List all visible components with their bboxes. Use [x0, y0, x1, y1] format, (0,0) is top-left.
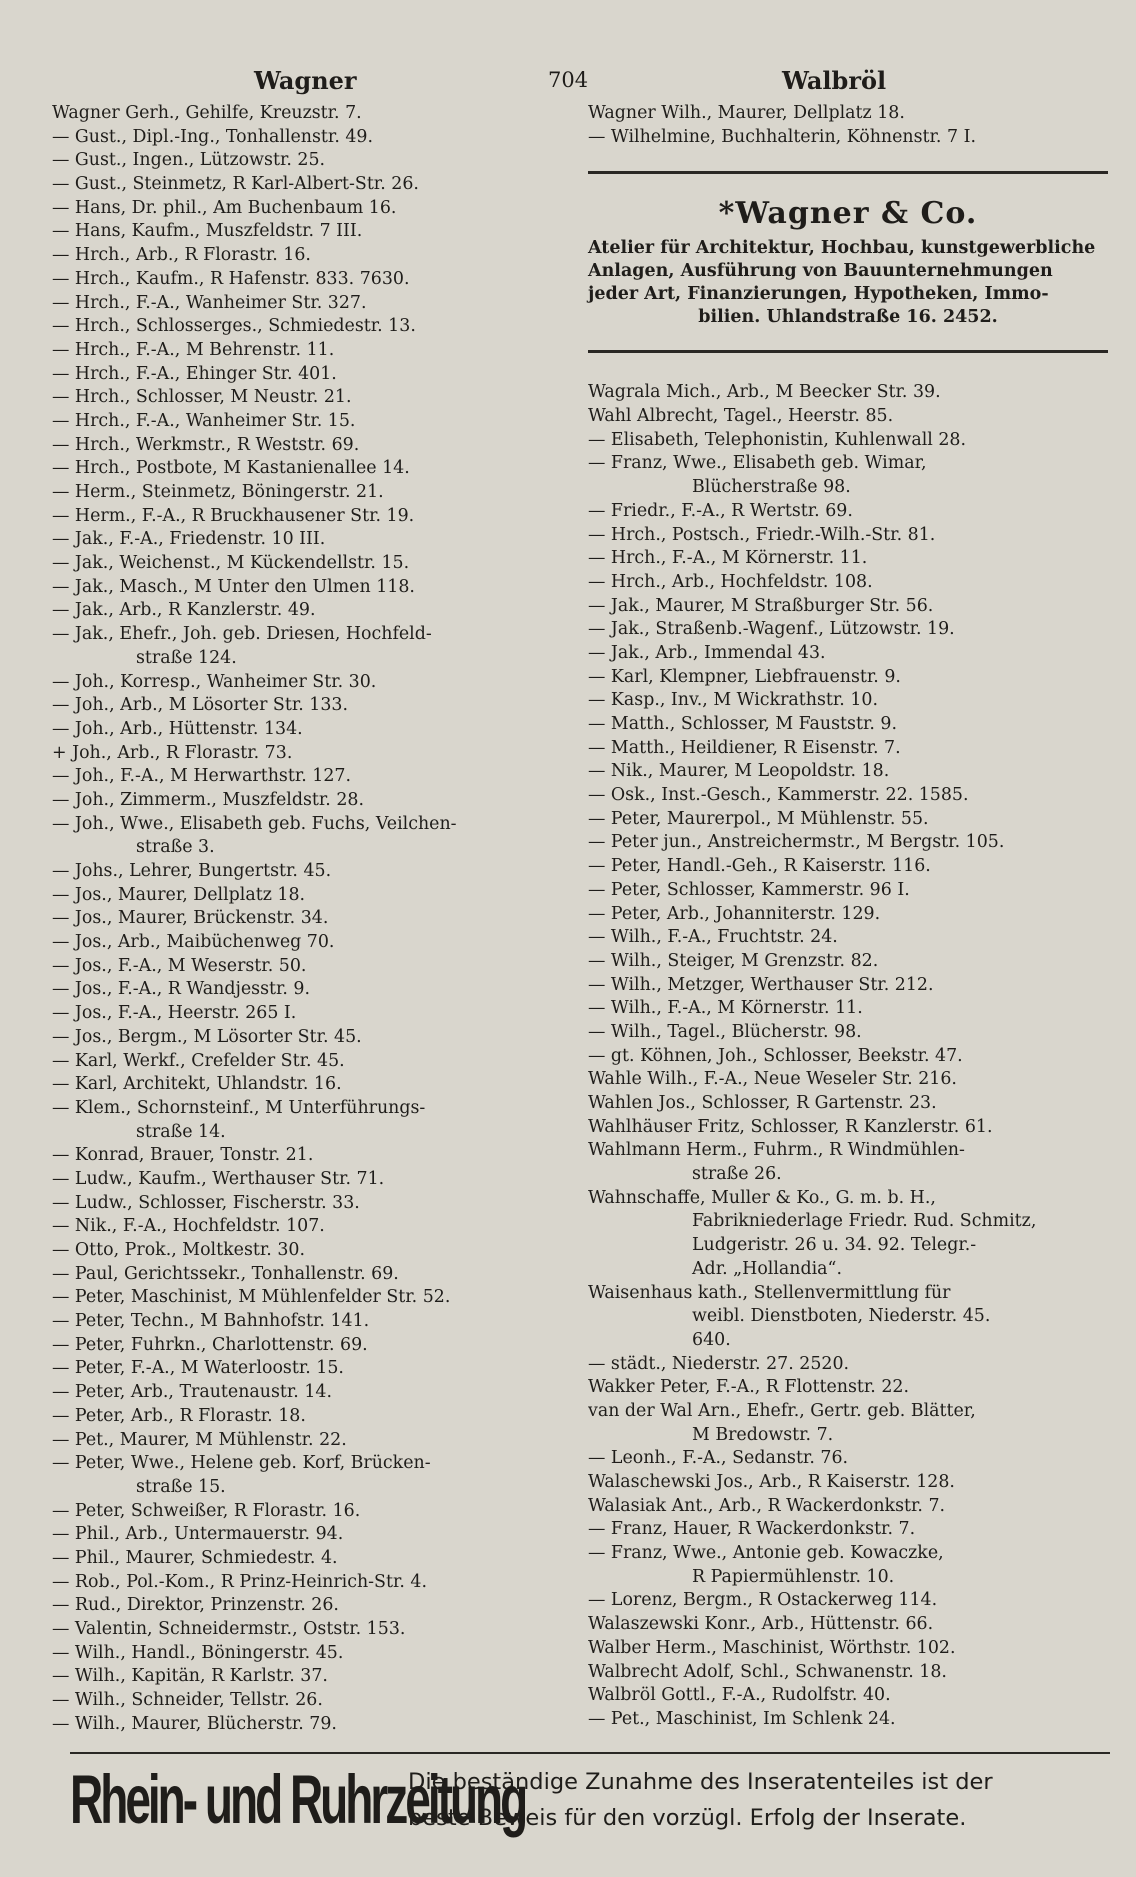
header-left-name: Wagner: [254, 66, 357, 95]
directory-entry: — Konrad, Brauer, Tonstr. 21.: [52, 1145, 314, 1166]
directory-entry: Wahle Wilh., F.-A., Neue Weseler Str. 216.: [588, 1069, 957, 1090]
right-entries: [588, 381, 1108, 1731]
directory-entry: — Leonh., F.-A., Sedanstr. 76.: [588, 1448, 849, 1469]
entry-continuation: Adr. „Hollandia“.: [692, 1258, 842, 1279]
directory-entry: — Jak., Arb., Immendal 43.: [588, 642, 826, 663]
entry-continuation: R Papiermühlenstr. 10.: [692, 1566, 895, 1587]
directory-entry: — Wilh., Schneider, Tellstr. 26.: [52, 1690, 323, 1711]
directory-entry: — Phil., Arb., Untermauerstr. 94.: [52, 1524, 344, 1545]
directory-entry: — Wilh., Maurer, Blücherstr. 79.: [52, 1713, 337, 1734]
directory-entry: — Matth., Schlosser, M Fauststr. 9.: [588, 714, 898, 734]
directory-entry: Walasiak Ant., Arb., R Wackerdonkstr. 7.: [588, 1495, 946, 1516]
directory-entry: Wagner Wilh., Maurer, Dellplatz 18.: [588, 103, 905, 123]
directory-entry: — Nik., F.-A., Hochfeldstr. 107.: [52, 1216, 325, 1237]
directory-entry: — Hrch., F.-A., M Behrenstr. 11.: [52, 339, 335, 360]
right-top-entries: [588, 102, 1108, 149]
directory-entry: — Rob., Pol.-Kom., R Prinz-Heinrich-Str. 4.: [52, 1571, 428, 1592]
directory-entry: — Jak., F.-A., Friedenstr. 10 III.: [52, 529, 326, 550]
directory-entry: — gt. Köhnen, Joh., Schlosser, Beekstr. 47.: [588, 1045, 963, 1066]
directory-entry: — Wilh., Steiger, M Grenzstr. 82.: [588, 950, 879, 971]
directory-entry: — Jos., F.-A., M Weserstr. 50.: [52, 955, 307, 976]
directory-entry: — Johs., Lehrer, Bungertstr. 45.: [52, 861, 332, 881]
directory-entry: — Hrch., F.-A., Wanheimer Str. 327.: [52, 292, 367, 313]
directory-entry: — Wilh., F.-A., M Körnerstr. 11.: [588, 998, 863, 1019]
directory-entry: — Franz, Wwe., Antonie geb. Kowaczke,: [588, 1543, 944, 1564]
entry-continuation: straße 124.: [136, 647, 237, 668]
directory-entry: — Jak., Straßenb.-Wagenf., Lützowstr. 19.: [588, 619, 955, 640]
directory-entry: — Wilh., Metzger, Werthauser Str. 212.: [588, 974, 934, 995]
directory-entry: Walbröl Gottl., F.-A., Rudolfstr. 40.: [588, 1685, 891, 1706]
entry-continuation: M Bredowstr. 7.: [692, 1424, 834, 1445]
directory-entry: — Hrch., Postsch., Friedr.-Wilh.-Str. 81.: [588, 524, 936, 545]
page-number: 704: [548, 68, 589, 92]
directory-entry: — Lorenz, Bergm., R Ostackerweg 114.: [588, 1590, 938, 1611]
directory-entry: — Jak., Maurer, M Straßburger Str. 56.: [588, 595, 934, 616]
entry-continuation: straße 15.: [136, 1476, 226, 1497]
directory-entry: — Joh., Arb., Hüttenstr. 134.: [52, 718, 303, 739]
directory-entry: — Jos., Maurer, Brückenstr. 34.: [52, 908, 329, 929]
directory-entry: — Peter, Schlosser, Kammerstr. 96 I.: [588, 879, 910, 900]
directory-entry: Wahlmann Herm., Fuhrm., R Windmühlen-: [588, 1140, 965, 1161]
left-column: [52, 102, 562, 1736]
directory-entry: — Karl, Klempner, Liebfrauenstr. 9.: [588, 666, 901, 687]
entry-continuation: 640.: [692, 1329, 731, 1350]
directory-entry: — Wilh., Kapitän, R Karlstr. 37.: [52, 1666, 328, 1687]
footer-advertisement: [70, 1752, 1110, 1840]
directory-entry: — Franz, Hauer, R Wackerdonkstr. 7.: [588, 1519, 916, 1540]
directory-entry: — Hans, Dr. phil., Am Buchenbaum 16.: [52, 197, 397, 218]
directory-entry: — Wilhelmine, Buchhalterin, Köhnenstr. 7 I.: [588, 126, 976, 147]
directory-entry: — Jos., Arb., Maibüchenweg 70.: [52, 932, 335, 953]
entry-continuation: straße 3.: [136, 837, 215, 858]
directory-entry: Wahnschaffe, Muller & Ko., G. m. b. H.,: [588, 1187, 936, 1208]
footer-slogan: [408, 1764, 1108, 1836]
directory-entry: — Joh., Wwe., Elisabeth geb. Fuchs, Veilchen-: [52, 813, 457, 834]
directory-entry: — Peter, Wwe., Helene geb. Korf, Brücken-: [52, 1453, 431, 1474]
directory-entry: — Jak., Ehefr., Joh. geb. Driesen, Hochfeld-: [52, 624, 432, 645]
directory-entry: — Jak., Weichenst., M Kückendellstr. 15.: [52, 553, 410, 574]
directory-entry: — Peter, Arb., R Florastr. 18.: [52, 1405, 306, 1426]
advertisement-title: *Wagner & Co.: [718, 196, 978, 232]
directory-entry: — Rud., Direktor, Prinzenstr. 26.: [52, 1595, 339, 1616]
directory-entry: van der Wal Arn., Ehefr., Gertr. geb. Blätter,: [588, 1400, 976, 1421]
directory-entry: — Herm., Steinmetz, Böningerstr. 21.: [52, 482, 384, 502]
directory-entry: — Otto, Prok., Moltkestr. 30.: [52, 1240, 305, 1260]
directory-entry: Waisenhaus kath., Stellenvermittlung für: [588, 1282, 951, 1303]
directory-entry: — Peter, Maurerpol., M Mühlenstr. 55.: [588, 808, 929, 829]
directory-entry: — Nik., Maurer, M Leopoldstr. 18.: [588, 761, 890, 782]
directory-entry: — städt., Niederstr. 27. 2520.: [588, 1353, 850, 1374]
advertisement-line: Atelier für Architektur, Hochbau, kunstgewerbliche: [588, 238, 1096, 259]
advertisement-line: bilien. Uhlandstraße 16. 2452.: [698, 307, 998, 328]
directory-entry: Wahl Albrecht, Tagel., Heerstr. 85.: [588, 406, 894, 427]
directory-entry: Wahlen Jos., Schlosser, R Gartenstr. 23.: [588, 1093, 937, 1113]
directory-entry: — Hrch., Arb., Hochfeldstr. 108.: [588, 571, 873, 592]
footer-slogan-line: Die beständige Zunahme des Inseratenteiles ist der: [408, 1769, 993, 1795]
directory-entry: — Friedr., F.-A., R Wertstr. 69.: [588, 500, 853, 521]
directory-entry: — Gust., Ingen., Lützowstr. 25.: [52, 150, 326, 171]
directory-entry: Wahlhäuser Fritz, Schlosser, R Kanzlerstr. 61.: [588, 1116, 993, 1137]
directory-entry: — Peter, Fuhrkn., Charlottenstr. 69.: [52, 1334, 368, 1355]
directory-entry: — Paul, Gerichtssekr., Tonhallenstr. 69.: [52, 1263, 399, 1284]
directory-entry: — Jak., Masch., M Unter den Ulmen 118.: [52, 576, 415, 597]
advertisement-line: Anlagen, Ausführung von Bauunternehmungen: [588, 261, 1053, 282]
directory-entry: — Joh., Zimmerm., Muszfeldstr. 28.: [52, 789, 364, 810]
directory-entry: — Wilh., Tagel., Blücherstr. 98.: [588, 1021, 862, 1042]
directory-entry: — Kasp., Inv., M Wickrathstr. 10.: [588, 690, 878, 711]
directory-entry: — Klem., Schornsteinf., M Unterführungs-: [52, 1097, 426, 1118]
advertisement-box: [588, 171, 1108, 353]
directory-entry: — Pet., Maschinist, Im Schlenk 24.: [588, 1708, 896, 1729]
right-column: [588, 102, 1108, 1732]
directory-entry: — Wilh., F.-A., Fruchtstr. 24.: [588, 927, 838, 948]
directory-entry: Walaschewski Jos., Arb., R Kaiserstr. 128.: [588, 1472, 955, 1492]
directory-entry: — Jos., F.-A., Heerstr. 265 I.: [52, 1003, 297, 1024]
directory-entry: — Ludw., Schlosser, Fischerstr. 33.: [52, 1192, 360, 1213]
directory-entry: — Jos., Maurer, Dellplatz 18.: [52, 884, 306, 905]
directory-entry: — Jak., Arb., R Kanzlerstr. 49.: [52, 600, 316, 621]
directory-entry: — Hrch., Postbote, M Kastanienallee 14.: [52, 458, 410, 479]
entry-continuation: straße 26.: [692, 1164, 782, 1185]
directory-entry: — Hrch., Schlosser, M Neustr. 21.: [52, 387, 352, 408]
directory-entry: — Herm., F.-A., R Bruckhausener Str. 19.: [52, 505, 415, 526]
directory-entry: + Joh., Arb., R Florastr. 73.: [52, 742, 293, 763]
directory-entry: — Hrch., F.-A., M Körnerstr. 11.: [588, 548, 868, 569]
footer-slogan-line: beste Beweis für den vorzügl. Erfolg der Inserate.: [408, 1805, 967, 1831]
directory-entry: — Joh., Korresp., Wanheimer Str. 30.: [52, 671, 377, 692]
directory-entry: — Wilh., Handl., Böningerstr. 45.: [52, 1642, 344, 1663]
entry-continuation: Fabrikniederlage Friedr. Rud. Schmitz,: [692, 1211, 1037, 1232]
directory-entry: — Elisabeth, Telephonistin, Kuhlenwall 28.: [588, 429, 967, 450]
directory-entry: — Gust., Dipl.-Ing., Tonhallenstr. 49.: [52, 126, 374, 147]
directory-entry: — Valentin, Schneidermstr., Oststr. 153.: [52, 1619, 406, 1639]
directory-entry: — Phil., Maurer, Schmiedestr. 4.: [52, 1547, 338, 1568]
directory-entry: — Joh., Arb., M Lösorter Str. 133.: [52, 695, 348, 716]
entry-continuation: straße 14.: [136, 1121, 226, 1142]
directory-entry: — Osk., Inst.-Gesch., Kammerstr. 22. 1585.: [588, 785, 969, 806]
directory-entry: — Hrch., F.-A., Wanheimer Str. 15.: [52, 410, 356, 431]
directory-entry: — Jos., F.-A., R Wandjesstr. 9.: [52, 979, 311, 1000]
directory-entry: — Pet., Maurer, M Mühlenstr. 22.: [52, 1429, 347, 1450]
directory-entry: Walber Herm., Maschinist, Wörthstr. 102.: [588, 1637, 956, 1658]
directory-entry: — Peter, Handl.-Geh., R Kaiserstr. 116.: [588, 856, 931, 877]
directory-entry: — Hrch., Kaufm., R Hafenstr. 833. 7630.: [52, 268, 410, 289]
directory-entry: Walaszewski Konr., Arb., Hüttenstr. 66.: [588, 1614, 934, 1635]
directory-entry: — Gust., Steinmetz, R Karl-Albert-Str. 26.: [52, 174, 419, 195]
directory-entry: — Jos., Bergm., M Lösorter Str. 45.: [52, 1026, 362, 1047]
directory-entry: — Karl, Werkf., Crefelder Str. 45.: [52, 1050, 345, 1071]
directory-entry: — Hrch., Arb., R Florastr. 16.: [52, 245, 311, 266]
entry-continuation: weibl. Dienstboten, Niederstr. 45.: [692, 1306, 991, 1327]
entry-continuation: Blücherstraße 98.: [692, 477, 851, 498]
directory-entry: — Peter, Arb., Trautenaustr. 14.: [52, 1382, 333, 1403]
directory-entry: — Hrch., Schlosserges., Schmiedestr. 13.: [52, 316, 416, 337]
directory-entry: Wakker Peter, F.-A., R Flottenstr. 22.: [588, 1377, 910, 1398]
directory-entry: — Ludw., Kaufm., Werthauser Str. 71.: [52, 1168, 385, 1189]
directory-entry: — Peter, Schweißer, R Florastr. 16.: [52, 1500, 361, 1521]
directory-entry: — Hrch., Werkmstr., R Weststr. 69.: [52, 434, 360, 455]
directory-entry: Wagner Gerh., Gehilfe, Kreuzstr. 7.: [52, 103, 362, 123]
entry-continuation: Ludgeristr. 26 u. 34. 92. Telegr.-: [692, 1235, 977, 1256]
directory-entry: — Peter jun., Anstreichermstr., M Bergstr. 105.: [588, 832, 1005, 853]
directory-entry: — Franz, Wwe., Elisabeth geb. Wimar,: [588, 453, 927, 474]
directory-entry: Walbrecht Adolf, Schl., Schwanenstr. 18.: [588, 1661, 947, 1682]
advertisement-line: jeder Art, Finanzierungen, Hypotheken, Immo-: [588, 284, 1049, 305]
directory-entry: — Hans, Kaufm., Muszfeldstr. 7 III.: [52, 221, 363, 242]
directory-entry: — Matth., Heildiener, R Eisenstr. 7.: [588, 737, 901, 758]
header-right-name: Walbröl: [782, 66, 887, 95]
directory-entry: — Peter, Techn., M Bahnhofstr. 141.: [52, 1311, 370, 1332]
directory-entry: Wagrala Mich., Arb., M Beecker Str. 39.: [588, 382, 941, 403]
directory-entry: — Hrch., F.-A., Ehinger Str. 401.: [52, 363, 337, 384]
directory-entry: — Peter, F.-A., M Waterloostr. 15.: [52, 1358, 344, 1379]
directory-entry: — Peter, Arb., Johanniterstr. 129.: [588, 903, 881, 924]
directory-entry: — Joh., F.-A., M Herwarthstr. 127.: [52, 766, 352, 787]
directory-entry: — Peter, Maschinist, M Mühlenfelder Str. 52.: [52, 1287, 451, 1308]
newspaper-brand: Rhein- und Ruhrzeitung: [70, 1760, 526, 1838]
directory-entry: — Karl, Architekt, Uhlandstr. 16.: [52, 1074, 342, 1095]
